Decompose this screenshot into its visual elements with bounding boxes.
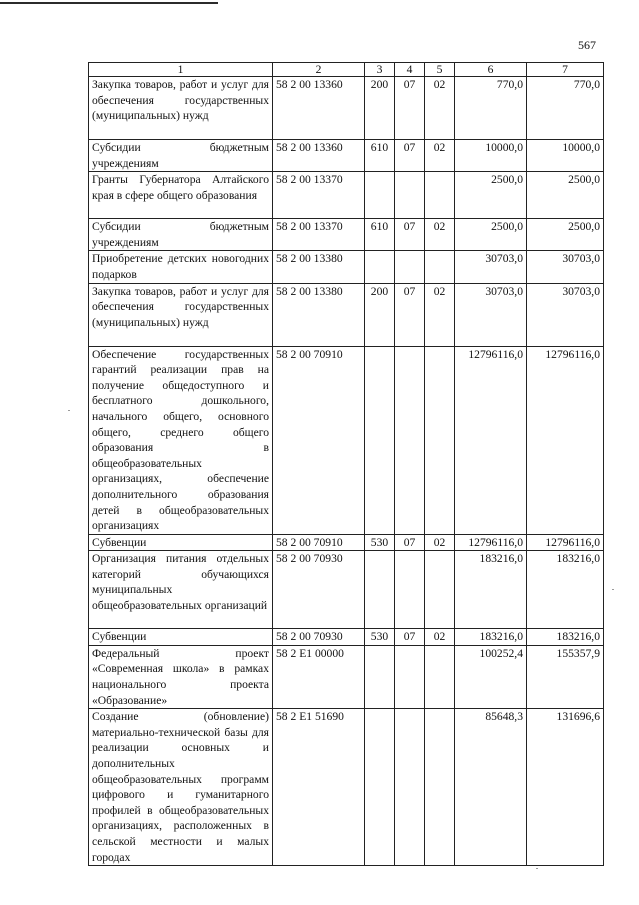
section-cell xyxy=(395,172,425,219)
amount-year1-cell: 100252,4 xyxy=(455,645,527,708)
amount-year1-cell: 770,0 xyxy=(455,77,527,140)
expense-type-cell: 530 xyxy=(365,534,395,551)
row-name-cell: Обеспечение государственных гарантий реализации прав на получение общедоступного и бесплатного дошкольного, начального общего, основного общего, среднего общего образования в общеобразовательных организациях, обеспечение дополнительного образования детей в общеобразовательных организациях xyxy=(89,346,273,534)
section-cell xyxy=(395,251,425,283)
row-name-cell: Субсидии бюджетным учреждениям xyxy=(89,219,273,251)
row-name-cell: Организация питания отдельных категорий обучающихся муниципальных общеобразовательных организаций xyxy=(89,551,273,629)
target-code-cell: 58 2 00 13360 xyxy=(273,77,365,140)
table-row xyxy=(89,645,604,708)
amount-year2-cell: 770,0 xyxy=(527,77,604,140)
header-cell: 7 xyxy=(527,63,604,77)
scan-speck xyxy=(68,410,70,411)
expense-type-cell: 200 xyxy=(365,77,395,140)
expense-type-cell xyxy=(365,645,395,708)
table-row xyxy=(89,629,604,646)
subsection-cell: 02 xyxy=(425,629,455,646)
amount-year2-cell: 2500,0 xyxy=(527,219,604,251)
amount-year1-cell: 12796116,0 xyxy=(455,346,527,534)
subsection-cell: 02 xyxy=(425,77,455,140)
section-cell: 07 xyxy=(395,219,425,251)
amount-year2-cell: 183216,0 xyxy=(527,629,604,646)
table-row xyxy=(89,251,604,283)
budget-table xyxy=(88,62,604,866)
amount-year2-cell: 30703,0 xyxy=(527,251,604,283)
subsection-cell xyxy=(425,709,455,866)
target-code-cell: 58 2 00 13360 xyxy=(273,140,365,172)
subsection-cell xyxy=(425,172,455,219)
scan-speck xyxy=(536,868,538,869)
row-name-cell: Создание (обновление) материально-технической базы для реализации основных и дополнительных общеобразовательных программ цифрового и гуманитарного профилей в общеобразовательных организациях, расположенных в сельской местности и малых городах xyxy=(89,709,273,866)
row-name-cell: Субвенции xyxy=(89,629,273,646)
row-name-cell: Федеральный проект «Современная школа» в рамках национального проекта «Образование» xyxy=(89,645,273,708)
target-code-cell: 58 2 00 13370 xyxy=(273,172,365,219)
amount-year1-cell: 2500,0 xyxy=(455,219,527,251)
expense-type-cell xyxy=(365,251,395,283)
top-edge-line xyxy=(0,2,218,4)
section-cell: 07 xyxy=(395,283,425,346)
header-cell: 2 xyxy=(273,63,365,77)
page-number: 567 xyxy=(578,38,596,52)
target-code-cell: 58 2 E1 51690 xyxy=(273,709,365,866)
target-code-cell: 58 2 00 70930 xyxy=(273,551,365,629)
amount-year1-cell: 30703,0 xyxy=(455,251,527,283)
amount-year2-cell: 183216,0 xyxy=(527,551,604,629)
header-cell: 1 xyxy=(89,63,273,77)
amount-year1-cell: 2500,0 xyxy=(455,172,527,219)
target-code-cell: 58 2 00 13370 xyxy=(273,219,365,251)
table-row xyxy=(89,219,604,251)
section-cell xyxy=(395,346,425,534)
expense-type-cell: 610 xyxy=(365,219,395,251)
amount-year1-cell: 10000,0 xyxy=(455,140,527,172)
subsection-cell: 02 xyxy=(425,140,455,172)
target-code-cell: 58 2 E1 00000 xyxy=(273,645,365,708)
scan-speck xyxy=(612,589,614,590)
header-cell: 3 xyxy=(365,63,395,77)
header-cell: 6 xyxy=(455,63,527,77)
header-row xyxy=(89,63,604,77)
amount-year1-cell: 30703,0 xyxy=(455,283,527,346)
row-name-cell: Закупка товаров, работ и услуг для обеспечения государственных (муниципальных) нужд xyxy=(89,283,273,346)
row-name-cell: Субвенции xyxy=(89,534,273,551)
subsection-cell xyxy=(425,645,455,708)
expense-type-cell: 610 xyxy=(365,140,395,172)
amount-year2-cell: 155357,9 xyxy=(527,645,604,708)
row-name-cell: Субсидии бюджетным учреждениям xyxy=(89,140,273,172)
subsection-cell xyxy=(425,551,455,629)
table-row xyxy=(89,346,604,534)
section-cell xyxy=(395,645,425,708)
subsection-cell: 02 xyxy=(425,283,455,346)
amount-year1-cell: 12796116,0 xyxy=(455,534,527,551)
section-cell xyxy=(395,709,425,866)
subsection-cell: 02 xyxy=(425,534,455,551)
subsection-cell xyxy=(425,251,455,283)
amount-year2-cell: 12796116,0 xyxy=(527,346,604,534)
amount-year2-cell: 12796116,0 xyxy=(527,534,604,551)
amount-year1-cell: 183216,0 xyxy=(455,551,527,629)
row-name-cell: Приобретение детских новогодних подарков xyxy=(89,251,273,283)
amount-year2-cell: 131696,6 xyxy=(527,709,604,866)
target-code-cell: 58 2 00 13380 xyxy=(273,283,365,346)
expense-type-cell xyxy=(365,709,395,866)
header-cell: 5 xyxy=(425,63,455,77)
header-cell: 4 xyxy=(395,63,425,77)
table-row xyxy=(89,77,604,140)
expense-type-cell: 530 xyxy=(365,629,395,646)
amount-year2-cell: 10000,0 xyxy=(527,140,604,172)
expense-type-cell xyxy=(365,551,395,629)
section-cell: 07 xyxy=(395,629,425,646)
target-code-cell: 58 2 00 70910 xyxy=(273,346,365,534)
subsection-cell xyxy=(425,346,455,534)
subsection-cell: 02 xyxy=(425,219,455,251)
target-code-cell: 58 2 00 13380 xyxy=(273,251,365,283)
amount-year2-cell: 30703,0 xyxy=(527,283,604,346)
table-row xyxy=(89,709,604,866)
expense-type-cell xyxy=(365,172,395,219)
expense-type-cell: 200 xyxy=(365,283,395,346)
table-row xyxy=(89,551,604,629)
amount-year1-cell: 183216,0 xyxy=(455,629,527,646)
section-cell xyxy=(395,551,425,629)
expense-type-cell xyxy=(365,346,395,534)
row-name-cell: Гранты Губернатора Алтайского края в сфере общего образования xyxy=(89,172,273,219)
table-row xyxy=(89,534,604,551)
table-row xyxy=(89,283,604,346)
target-code-cell: 58 2 00 70930 xyxy=(273,629,365,646)
row-name-cell: Закупка товаров, работ и услуг для обеспечения государственных (муниципальных) нужд xyxy=(89,77,273,140)
section-cell: 07 xyxy=(395,140,425,172)
section-cell: 07 xyxy=(395,77,425,140)
amount-year1-cell: 85648,3 xyxy=(455,709,527,866)
table-row xyxy=(89,140,604,172)
table-row xyxy=(89,172,604,219)
section-cell: 07 xyxy=(395,534,425,551)
target-code-cell: 58 2 00 70910 xyxy=(273,534,365,551)
amount-year2-cell: 2500,0 xyxy=(527,172,604,219)
